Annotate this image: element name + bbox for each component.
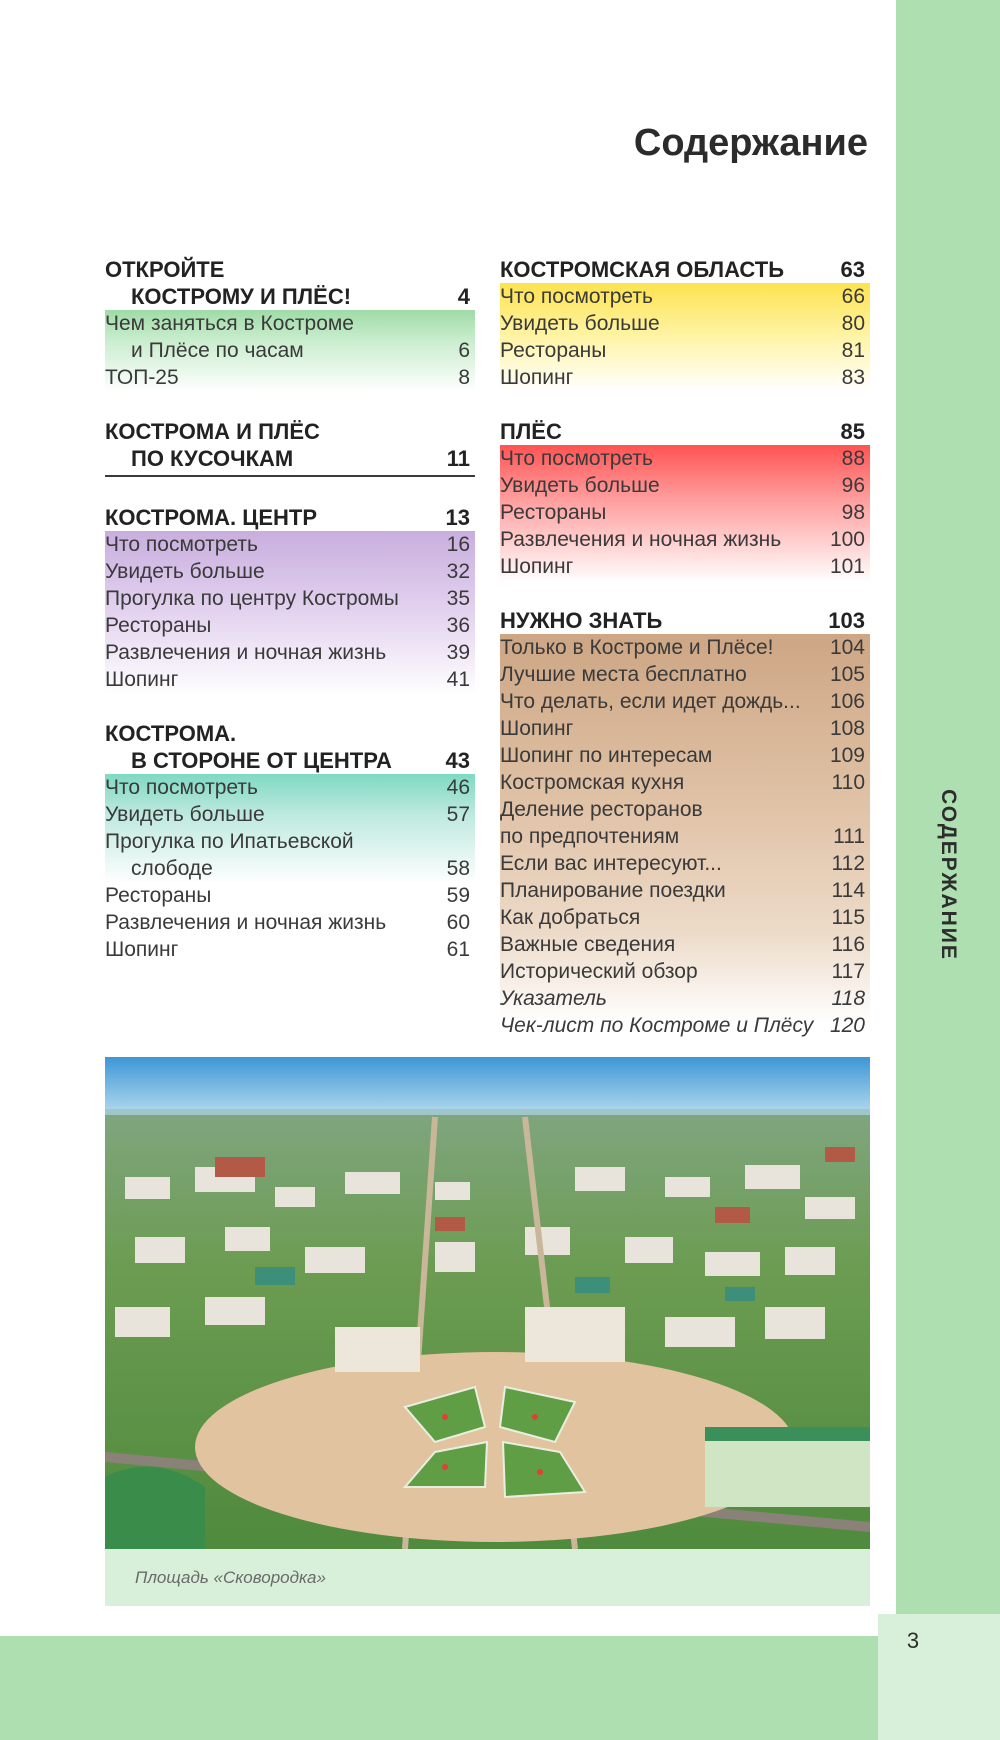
page-title: Содержание [633,122,868,164]
toc-entry-page: 100 [829,528,865,551]
toc-entry-title: Деление ресторанов [500,798,703,821]
toc-entry[interactable] [500,472,870,499]
toc-entry[interactable] [500,904,870,931]
toc-entry-page: 32 [446,560,470,583]
toc-heading-page: 13 [445,505,470,530]
toc-entry-page: 120 [829,1014,865,1037]
photo-caption-box [105,1549,870,1606]
toc-entry-title: Увидеть больше [500,474,660,497]
toc-entry-page: 111 [833,825,865,848]
toc-entry-title: и Плёсе по часам [131,339,304,362]
toc-entry-page: 114 [831,879,865,902]
toc-entry-title: Чек-лист по Костроме и Плёсу [500,1014,814,1037]
toc-right-column [500,256,870,1066]
footer-band [0,1636,1000,1740]
toc-heading[interactable] [500,256,870,283]
toc-entry-title: Что делать, если идет дождь... [500,690,801,713]
toc-entry-title: Шопинг [500,366,574,389]
toc-entry-page: 105 [829,663,865,686]
toc-entry-page: 39 [446,641,470,664]
toc-entry-title: Что посмотреть [105,533,258,556]
toc-entry-page: 98 [841,501,865,524]
toc-entry-page: 41 [446,668,470,691]
toc-entry-title: Рестораны [105,884,212,907]
toc-entry-page: 83 [841,366,865,389]
toc-entry-title: Исторический обзор [500,960,698,983]
toc-entry[interactable] [105,774,475,801]
toc-entry[interactable] [500,931,870,958]
toc-entry-page: 35 [446,587,470,610]
toc-entry[interactable] [500,337,870,364]
toc-entry[interactable] [500,634,870,661]
toc-section [500,418,870,580]
toc-section [105,418,475,477]
toc-heading-title: В СТОРОНЕ ОТ ЦЕНТРА [131,748,392,773]
toc-entry[interactable] [105,585,475,612]
toc-entry-page: 46 [446,776,470,799]
sidebar-label-text: СОДЕРЖАНИЕ [937,789,960,961]
toc-heading-title: КОСТРОМА. [105,721,237,746]
toc-entry-title: Шопинг [500,717,574,740]
toc-entry[interactable] [105,666,475,693]
toc-heading-title: ОТКРОЙТЕ [105,257,225,282]
toc-heading-line[interactable] [105,283,475,310]
toc-heading-page: 103 [828,608,865,633]
highlight-red [500,445,870,580]
highlight-green [105,310,475,391]
toc-entry[interactable] [500,526,870,553]
toc-entry-page: 118 [831,987,865,1010]
highlight-teal [105,774,475,963]
toc-entry[interactable] [500,742,870,769]
toc-entry-title: Развлечения и ночная жизнь [105,911,387,934]
sidebar-section-label [896,790,1000,960]
toc-heading[interactable] [500,607,870,634]
toc-entry[interactable] [500,985,870,1012]
toc-entry-page: 59 [446,884,470,907]
toc-entry-title: Указатель [500,987,607,1010]
toc-entry-title: Рестораны [500,339,607,362]
photo-caption: Площадь «Сковородка» [135,1568,326,1587]
toc-entry-title: Если вас интересуют... [500,852,722,875]
toc-entry-page: 60 [446,911,470,934]
toc-heading[interactable] [500,418,870,445]
toc-entry-page: 112 [831,852,865,875]
toc-entry-page: 101 [829,555,865,578]
toc-heading-page: 4 [457,284,470,309]
toc-entry-page: 58 [446,857,470,880]
toc-entry-title: Рестораны [500,501,607,524]
toc-section [105,504,475,693]
toc-entry[interactable] [500,1012,870,1039]
toc-entry[interactable] [500,364,870,391]
toc-section [105,720,475,963]
toc-entry-title: Шопинг [105,668,179,691]
toc-entry-page: 109 [829,744,865,767]
toc-entry-title: слободе [131,857,213,880]
toc-entry[interactable] [500,283,870,310]
toc-heading-page: 43 [445,748,470,773]
toc-entry-title: Важные сведения [500,933,676,956]
toc-heading-title: КОСТРОМСКАЯ ОБЛАСТЬ [500,257,785,282]
toc-entry[interactable] [500,796,870,823]
toc-heading[interactable] [105,720,475,747]
toc-entry[interactable] [500,769,870,796]
toc-entry[interactable] [500,553,870,580]
toc-entry-title: Как добраться [500,906,641,929]
toc-heading[interactable] [105,504,475,531]
toc-entry-page: 6 [458,339,470,362]
toc-entry-page: 80 [841,312,865,335]
toc-heading-line[interactable] [105,445,475,477]
toc-section [105,256,475,391]
toc-heading-title: КОСТРОМА И ПЛЁС [105,419,320,444]
toc-entry[interactable] [500,877,870,904]
toc-heading[interactable] [105,418,475,445]
toc-entry-title: Только в Костроме и Плёсе! [500,636,774,659]
toc-entry-title: Что посмотреть [105,776,258,799]
toc-entry[interactable] [500,958,870,985]
toc-entry-page: 57 [446,803,470,826]
toc-entry-title: Что посмотреть [500,447,653,470]
toc-entry-title: Прогулка по центру Костромы [105,587,399,610]
toc-entry[interactable] [500,499,870,526]
toc-entry-title: Костромская кухня [500,771,685,794]
toc-heading[interactable] [105,256,475,283]
highlight-yellow [500,283,870,391]
toc-entry[interactable] [500,445,870,472]
toc-entry-title: Что посмотреть [500,285,653,308]
toc-entry-title: ТОП-25 [105,366,179,389]
toc-entry-page: 61 [446,938,470,961]
toc-heading-page: 63 [840,257,865,282]
toc-heading-title: КОСТРОМУ И ПЛЁС! [131,284,352,309]
toc-entry[interactable] [500,310,870,337]
toc-entry-title: Шопинг [500,555,574,578]
toc-entry-title: Лучшие места бесплатно [500,663,747,686]
toc-entry-page: 8 [458,366,470,389]
aerial-city-photo [105,1057,870,1549]
toc-heading-line[interactable] [105,747,475,774]
highlight-brown [500,634,870,1039]
toc-entry[interactable] [500,661,870,688]
toc-heading-title: ПЛЁС [500,419,562,444]
toc-entry[interactable] [105,531,475,558]
toc-entry-page: 88 [841,447,865,470]
toc-entry[interactable] [105,909,475,936]
toc-entry-page: 36 [446,614,470,637]
toc-entry-line[interactable] [105,855,475,882]
toc-entry-title: Увидеть больше [105,560,265,583]
toc-entry[interactable] [105,558,475,585]
toc-entry-line[interactable] [105,337,475,364]
toc-heading-page: 11 [446,446,470,471]
toc-entry-title: Чем заняться в Костроме [105,312,354,335]
toc-section [500,256,870,391]
toc-entry-page: 110 [831,771,865,794]
toc-entry-title: Увидеть больше [500,312,660,335]
toc-heading-title: КОСТРОМА. ЦЕНТР [105,505,317,530]
toc-entry[interactable] [500,688,870,715]
toc-entry[interactable] [500,850,870,877]
toc-entry[interactable] [105,828,475,855]
toc-section [500,607,870,1039]
toc-entry[interactable] [500,715,870,742]
toc-entry[interactable] [105,801,475,828]
toc-entry-title: Шопинг по интересам [500,744,713,767]
toc-left-column [105,256,475,990]
toc-entry-title: Увидеть больше [105,803,265,826]
toc-heading-title: ПО КУСОЧКАМ [131,446,294,471]
toc-entry[interactable] [105,364,475,391]
toc-entry[interactable] [105,639,475,666]
toc-entry-page: 115 [831,906,865,929]
toc-entry-page: 81 [841,339,865,362]
toc-entry-title: Прогулка по Ипатьевской [105,830,354,853]
toc-entry[interactable] [105,936,475,963]
toc-heading-title: НУЖНО ЗНАТЬ [500,608,663,633]
highlight-purple [105,531,475,693]
toc-entry[interactable] [105,612,475,639]
page-number: 3 [906,1628,920,1653]
toc-entry-page: 117 [831,960,865,983]
toc-entry-page: 116 [831,933,865,956]
toc-entry-page: 106 [829,690,865,713]
toc-entry-title: Рестораны [105,614,212,637]
toc-entry-page: 108 [829,717,865,740]
toc-entry[interactable] [105,310,475,337]
toc-entry[interactable] [105,882,475,909]
toc-entry-title: Развлечения и ночная жизнь [105,641,387,664]
toc-entry-line[interactable] [500,823,870,850]
toc-entry-title: Развлечения и ночная жизнь [500,528,782,551]
toc-heading-page: 85 [840,419,865,444]
toc-entry-title: Планирование поездки [500,879,726,902]
toc-entry-title: по предпочтениям [500,825,680,848]
toc-entry-page: 96 [841,474,865,497]
toc-entry-title: Шопинг [105,938,179,961]
toc-entry-page: 104 [829,636,865,659]
toc-entry-page: 16 [446,533,470,556]
toc-entry-page: 66 [841,285,865,308]
